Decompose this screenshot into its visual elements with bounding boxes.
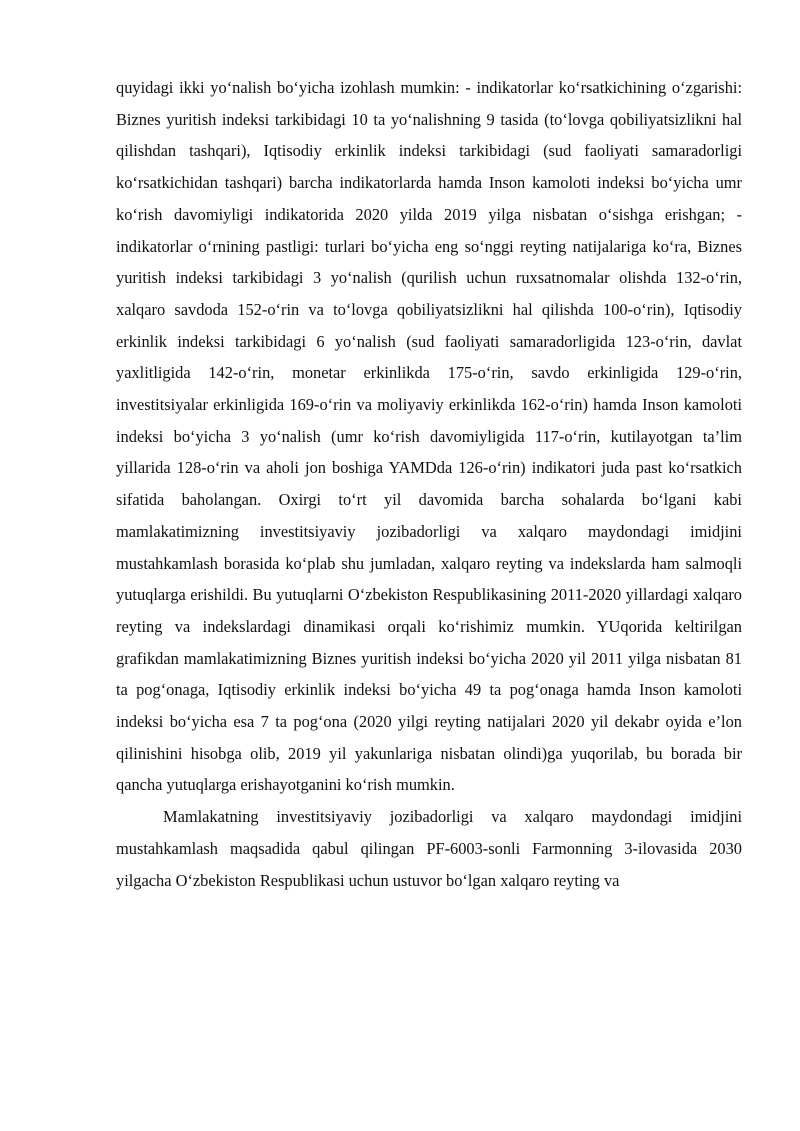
body-text bbox=[116, 72, 742, 896]
paragraph-farmon: Mamlakatning investitsiyaviy jozibadorligi va xalqaro maydondagi imidjini mustahkamlash maqsadida qabul qilingan PF-6003-sonli Farmonning 3-ilovasida 2030 yilgacha O‘zbekiston Respublikasi uchun ustuvor bo‘lgan xalqaro reyting va bbox=[116, 807, 742, 890]
paragraph-continuation: quyidagi ikki yo‘nalish bo‘yicha izohlash mumkin: - indikatorlar ko‘rsatkichining o‘zgarishi: Biznes yuritish indeksi tarkibidagi 10 ta yo‘nalishning 9 tasida (to‘lovga qobiliyatsizlikni hal qilishdan tashqari), Iqtisodiy erkinlik indeksi tarkibidagi (sud faoliyati samaradorligi ko‘rsatkichidan tashqari) barcha indikatorlarda hamda Inson kamoloti indeksi bo‘yicha umr ko‘rish davomiyligi indikatorida 2020 yilda 2019 yilga nisbatan o‘sishga erishgan; - indikatorlar o‘rnining pastligi: turlari bo‘yicha eng so‘nggi reyting natijalariga ko‘ra, Biznes yuritish indeksi tarkibidagi 3 yo‘nalish (qurilish uchun ruxsatnomalar olishda 132-o‘rin, xalqaro savdoda 152-o‘rin va to‘lovga qobiliyatsizlikni hal qilishda 100-o‘rin), Iqtisodiy erkinlik indeksi tarkibidagi 6 yo‘nalish (sud faoliyati samaradorligida 123-o‘rin, davlat yaxlitligida 142-o‘rin, monetar erkinlikda 175-o‘rin, savdo erkinligida 129-o‘rin, investitsiyalar erkinligida 169-o‘rin va moliyaviy erkinlikda 162-o‘rin) hamda Inson kamoloti indeksi bo‘yicha 3 yo‘nalish (umr ko‘rish davomiyligida 117-o‘rin, kutilayotgan ta’lim yillarida 128-o‘rin va aholi jon boshiga YAMDda 126-o‘rin) indikatori juda past ko‘rsatkich sifatida baholangan. Oxirgi to‘rt yil davomida barcha sohalarda bo‘lgani kabi mamlakatimizning investitsiyaviy jozibadorligi va xalqaro maydondagi imidjini mustahkamlash borasida ko‘plab shu jumladan, xalqaro reyting va indekslarda ham salmoqli yutuqlarga erishildi. Bu yutuqlarni O‘zbekiston Respublikasining 2011-2020 yillardagi xalqaro reyting va indekslardagi dinamikasi orqali ko‘rishimiz mumkin. YUqorida keltirilgan grafikdan mamlakatimizning Biznes yuritish indeksi bo‘yicha 2020 yil 2011 yilga nisbatan 81 ta pog‘onaga, Iqtisodiy erkinlik indeksi bo‘yicha 49 ta pog‘onaga hamda Inson kamoloti indeksi bo‘yicha esa 7 ta pog‘ona (2020 yilgi reyting natijalari 2020 yil dekabr oyida e’lon qilinishini hisobga olib, 2019 yil yakunlariga nisbatan olindi)ga yuqorilab, bu borada bir qancha yutuqlarga erishayotganini ko‘rish mumkin. bbox=[116, 78, 742, 795]
